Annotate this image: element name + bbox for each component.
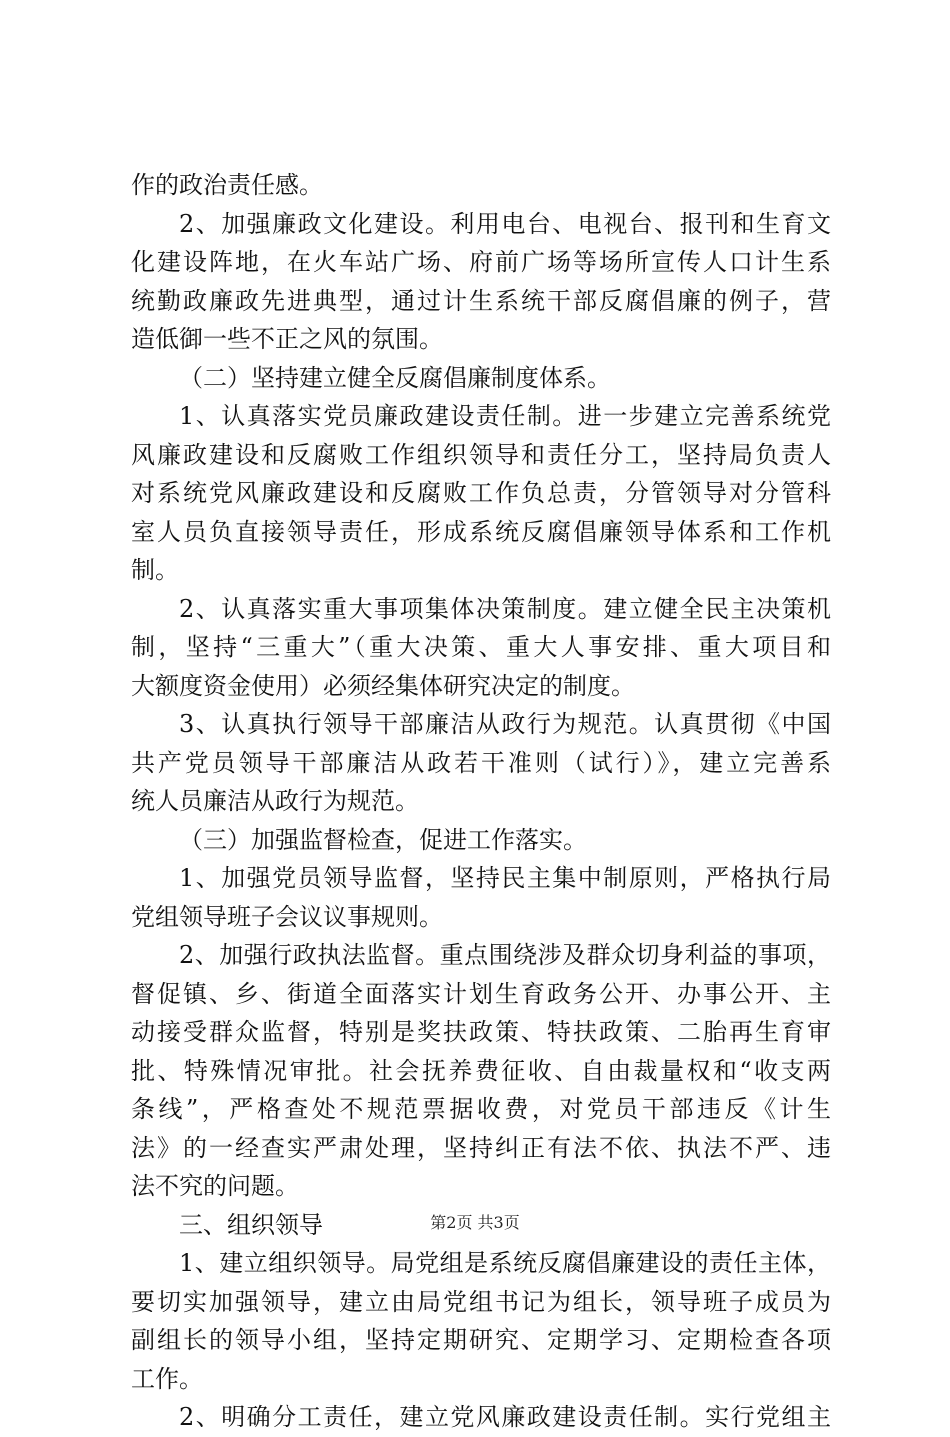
text-line: 统人员廉洁从政行为规范。 xyxy=(131,787,419,815)
text-line: 制，坚持“三重大”（重大决策、重大人事安排、重大项目和 xyxy=(131,633,831,661)
text-line: 对系统党风廉政建设和反腐败工作负总责，分管领导对分管科 xyxy=(131,479,831,507)
text-line: 统勤政廉政先进典型，通过计生系统干部反腐倡廉的例子，营 xyxy=(131,286,831,315)
text-line: 1、建立组织领导。局党组是系统反腐倡廉建设的责任主体， xyxy=(179,1249,831,1277)
text-line: 副组长的领导小组，坚持定期研究、定期学习、定期检查各项 xyxy=(131,1326,831,1354)
text-line: 2、明确分工责任，建立党风廉政建设责任制。实行党组主 xyxy=(179,1403,831,1431)
text-line: 要切实加强领导，建立由局党组书记为组长，领导班子成员为 xyxy=(131,1287,831,1316)
text-line: 1、加强党员领导监督，坚持民主集中制原则，严格执行局 xyxy=(179,864,831,892)
text-line: 3、认真执行领导干部廉洁从政行为规范。认真贯彻《中国 xyxy=(179,710,831,738)
text-line: 化建设阵地，在火车站广场、府前广场等场所宣传人口计生系 xyxy=(131,248,831,276)
text-line: 1、认真落实党员廉政建设责任制。进一步建立完善系统党 xyxy=(179,402,831,430)
text-line: 动接受群众监督，特别是奖扶政策、特扶政策、二胎再生育审 xyxy=(131,1018,831,1046)
text-line: 室人员负直接领导责任，形成系统反腐倡廉领导体系和工作机 xyxy=(131,517,831,546)
text-line: 制。 xyxy=(131,556,179,584)
text-line: 2、加强行政执法监督。重点围绕涉及群众切身利益的事项， xyxy=(179,941,831,969)
text-line: 党组领导班子会议议事规则。 xyxy=(131,902,443,931)
text-line: 风廉政建设和反腐败工作组织领导和责任分工，坚持局负责人 xyxy=(131,440,831,469)
text-line: 共产党员领导干部廉洁从政若干准则（试行）》，建立完善系 xyxy=(131,748,831,777)
text-line: （三）加强监督检查，促进工作落实。 xyxy=(179,825,587,854)
text-line: 法》的一经查实严肃处理，坚持纠正有法不依、执法不严、违 xyxy=(131,1133,831,1162)
page-footer: 第2页 共3页 xyxy=(430,1213,520,1232)
text-line: 2、加强廉政文化建设。利用电台、电视台、报刊和生育文 xyxy=(179,209,831,238)
text-line: 2、认真落实重大事项集体决策制度。建立健全民主决策机 xyxy=(179,594,831,623)
text-line: 三、组织领导 xyxy=(179,1210,323,1239)
text-line: 大额度资金使用）必须经集体研究决定的制度。 xyxy=(131,671,635,700)
text-line: 条线”，严格查处不规范票据收费，对党员干部违反《计生 xyxy=(131,1095,831,1123)
text-line: 造低御一些不正之风的氛围。 xyxy=(131,325,443,353)
text-line: 批、特殊情况审批。社会抚养费征收、自由裁量权和“收支两 xyxy=(131,1056,831,1085)
text-line: 督促镇、乡、街道全面落实计划生育政务公开、办事公开、主 xyxy=(131,979,831,1008)
text-line: 作的政治责任感。 xyxy=(131,171,323,199)
text-line: （二）坚持建立健全反腐倡廉制度体系。 xyxy=(179,363,611,392)
document-body xyxy=(131,166,831,1437)
text-line: 法不究的问题。 xyxy=(131,1172,299,1200)
text-line: 工作。 xyxy=(131,1364,203,1393)
